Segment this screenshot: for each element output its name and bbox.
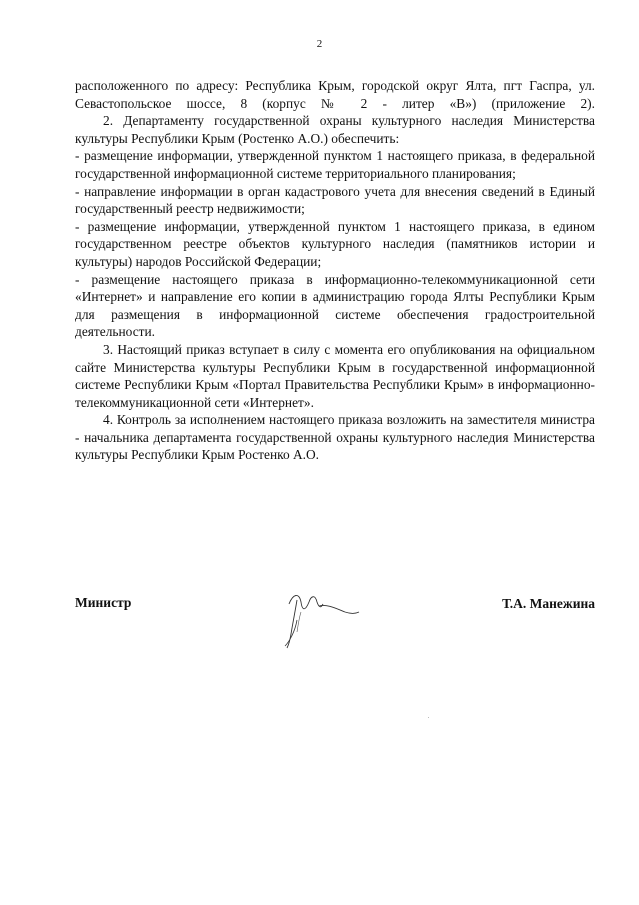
signer-name: Т.А. Манежина xyxy=(502,596,595,611)
list-item-federal-system: - размещение информации, утвержденной пунктом 1 настоящего приказа, в федеральной государственной информационной системе территориального планирования; xyxy=(75,148,595,181)
list-item-cadastral: - направление информации в орган кадастрового учета для внесения сведений в Единый государственный реестр недвижимости; xyxy=(75,183,595,217)
signature-block xyxy=(75,585,595,665)
paragraph-address-continuation: расположенного по адресу: Республика Крым, городской округ Ялта, пгт Гаспра, ул. Севастопольское шоссе, 8 (корпус № 2 - литер «В») (приложение 2). xyxy=(75,78,595,111)
handwritten-signature xyxy=(275,582,385,652)
scan-speck xyxy=(428,717,429,718)
page-number: 2 xyxy=(316,38,323,50)
paragraph-item-2: 2. Департаменту государственной охраны культурного наследия Министерства культуры Республики Крым (Ростенко А.О.) обеспечить: xyxy=(75,113,595,146)
list-item-internet-publication: - размещение настоящего приказа в информационно-телекоммуникационной сети «Интернет» и направление его копии в администрацию города Ялты Республики Крым для размещения в информационной системе обеспечения градостроительной деятельности. xyxy=(75,271,595,340)
signer-title: Министр xyxy=(75,595,132,610)
list-item-heritage-registry: - размещение информации, утвержденной пунктом 1 настоящего приказа, в едином государственном реестре объектов культурного наследия (памятников истории и культуры) народов Российской Федерации; xyxy=(75,218,595,269)
document-body xyxy=(75,77,595,464)
paragraph-item-3: 3. Настоящий приказ вступает в силу с момента его опубликования на официальном сайте Министерства культуры Республики Крым в государственной информационной системе Республики Крым «Портал Правительства Республики Крым» в информационно-телекоммуникационной сети «Интернет». xyxy=(75,341,595,410)
paragraph-item-4: 4. Контроль за исполнением настоящего приказа возложить на заместителя министра - начальника департамента государственной охраны культурного наследия Министерства культуры Республики Крым Ростенко А.О. xyxy=(75,412,595,463)
